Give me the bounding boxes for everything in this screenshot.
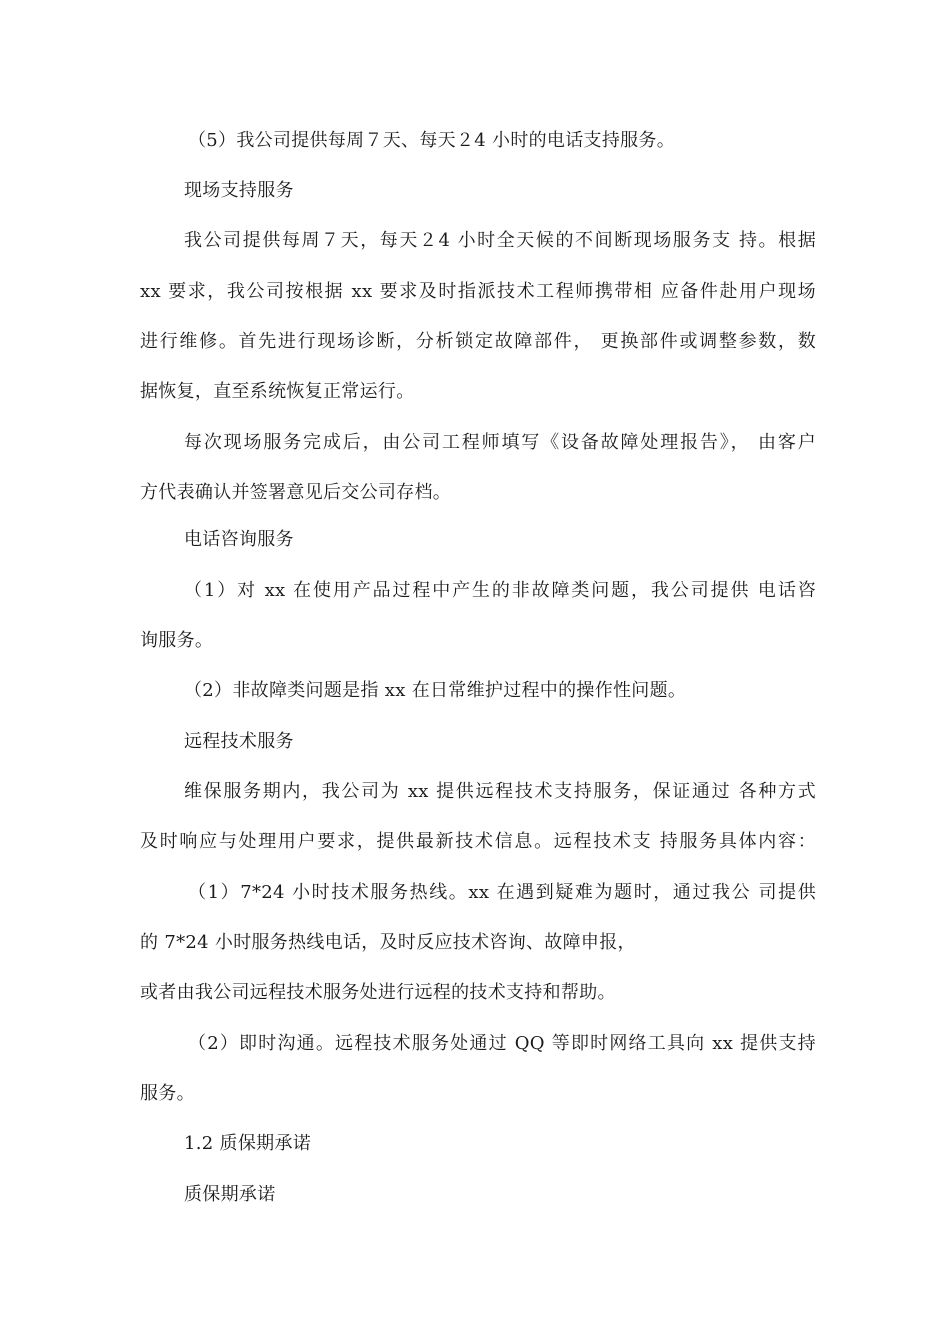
- paragraph-line: 进行维修。首先进行现场诊断，分析锁定故障部件， 更换部件或调整参数，数: [140, 331, 816, 352]
- paragraph-line: 询服务。: [140, 630, 214, 651]
- paragraph-line: （2）非故障类问题是指 xx 在日常维护过程中的操作性问题。: [184, 680, 687, 701]
- paragraph-line: （1）7*24 小时技术服务热线。xx 在遇到疑难为题时，通过我公 司提供: [188, 882, 816, 903]
- section-heading: 现场支持服务: [184, 180, 294, 201]
- section-heading: 电话咨询服务: [184, 529, 294, 550]
- paragraph-line: 我公司提供每周７天，每天２4 小时全天候的不间断现场服务支 持。根据: [184, 230, 816, 251]
- paragraph-line: 维保服务期内，我公司为 xx 提供远程技术支持服务，保证通过 各种方式: [184, 781, 816, 802]
- paragraph-line: 据恢复，直至系统恢复正常运行。: [140, 381, 415, 402]
- paragraph-line: （1）对 xx 在使用产品过程中产生的非故障类问题，我公司提供 电话咨: [184, 580, 816, 601]
- paragraph-line: 或者由我公司远程技术服务处进行远程的技术支持和帮助。: [140, 982, 616, 1003]
- section-heading: 质保期承诺: [184, 1184, 276, 1205]
- paragraph-line: 每次现场服务完成后，由公司工程师填写《设备故障处理报告》， 由客户: [184, 432, 816, 453]
- section-heading: 1.2 质保期承诺: [184, 1133, 312, 1154]
- paragraph-line: （5）我公司提供每周７天、每天２4 小时的电话支持服务。: [188, 130, 676, 151]
- paragraph-line: 的 7*24 小时服务热线电话，及时反应技术咨询、故障申报，: [140, 932, 636, 953]
- paragraph-line: （2）即时沟通。远程技术服务处通过 QQ 等即时网络工具向 xx 提供支持: [188, 1033, 816, 1054]
- paragraph-line: 方代表确认并签署意见后交公司存档。: [140, 482, 452, 503]
- paragraph-line: 及时响应与处理用户要求，提供最新技术信息。远程技术支 持服务具体内容：: [140, 831, 816, 852]
- paragraph-line: xx 要求，我公司按根据 xx 要求及时指派技术工程师携带相 应备件赴用户现场: [140, 281, 816, 302]
- section-heading: 远程技术服务: [184, 731, 294, 752]
- paragraph-line: 服务。: [140, 1083, 195, 1104]
